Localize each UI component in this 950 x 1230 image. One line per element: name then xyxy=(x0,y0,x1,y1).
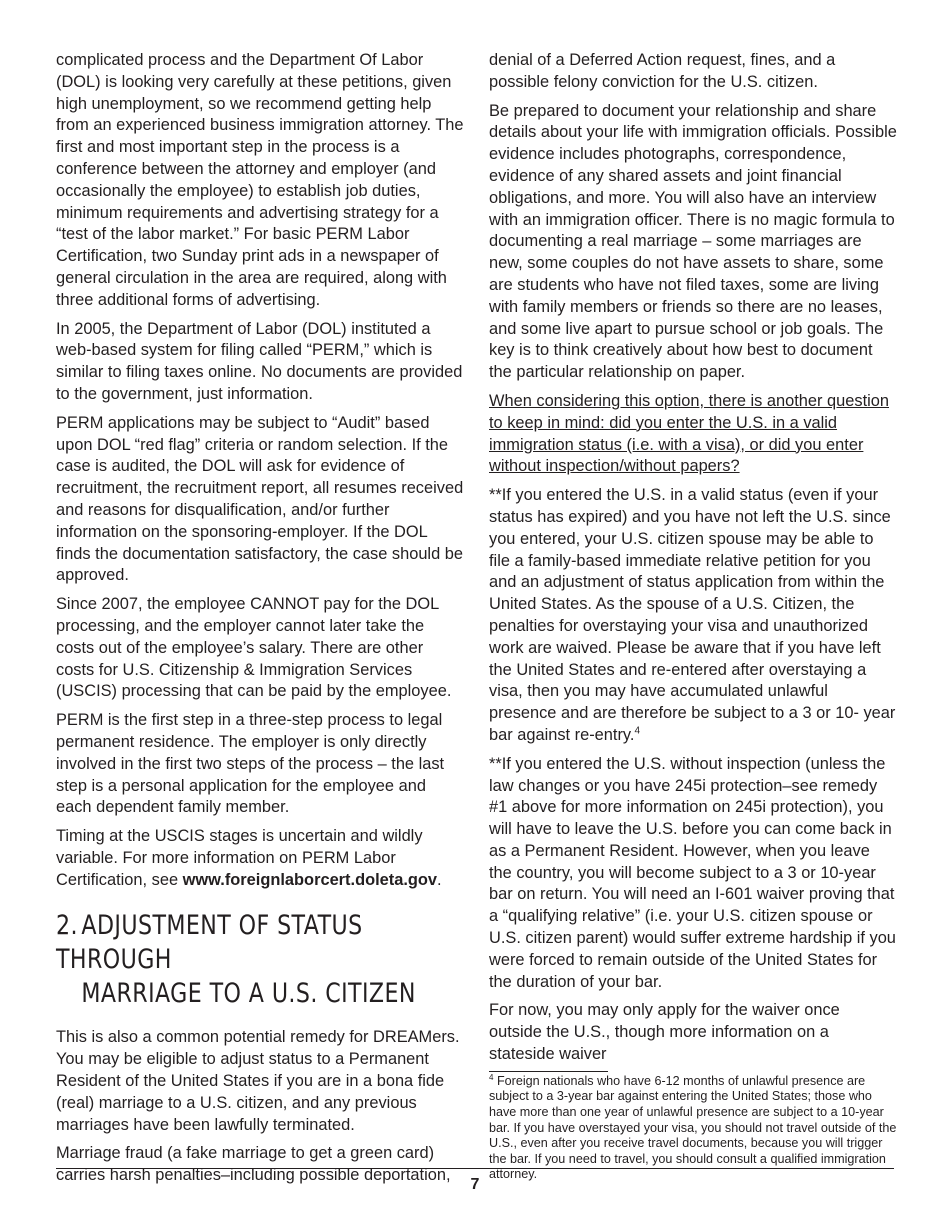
footnote xyxy=(489,1074,897,1183)
timing-end: . xyxy=(437,870,442,889)
paragraph-marriage-fraud: Marriage fraud (a fake marriage to get a green card) carries harsh penalties–including possible deportation, xyxy=(56,1144,451,1185)
page-number: 7 xyxy=(470,1176,480,1193)
paragraph-marriage-remedy: This is also a common potential remedy for DREAMers. You may be eligible to adjust status to a Permanent Resident of the United States if you are in a bona fide (real) marriage to a U.S. citizen, and any previous marriages have been lawfully terminated. xyxy=(56,1028,460,1134)
doleta-link[interactable]: www.foreignlaborcert.doleta.gov xyxy=(182,870,438,889)
section-title-line2: MARRIAGE TO A U.S. CITIZEN xyxy=(81,978,416,1010)
footer-rule xyxy=(56,1168,894,1169)
footnote-text: Foreign nationals who have 6-12 months of unlawful presence are subject to a 3-year bar against entering the United States; those who have more than one year of unlawful presence are subject to a 10-year bar. If you have overstayed your visa, you should not travel outside of the U.S., even after you receive travel documents, because you will trigger the bar. If you need to travel, you should consult a qualified immigration attorney. xyxy=(489,1073,897,1182)
paragraph-perm-2005: In 2005, the Department of Labor (DOL) instituted a web-based system for filing called “PERM,” which is similar to filing taxes online. No documents are provided to the government, just information. xyxy=(56,319,463,403)
section-title-line1: ADJUSTMENT OF STATUS THROUGH xyxy=(56,910,363,976)
paragraph-perm-process: complicated process and the Department Of Labor (DOL) is looking very carefully at these petitions, given high unemployment, so we recommend getting help from an experienced business immigration attorney. The first and most important step in the process is a conference between the attorney and employer (and occasionally the employee) to establish job duties, minimum requirements and advertising strategy for a “test of the labor market.” For basic PERM Labor Certification, two Sunday print ads in a newspaper of general circulation in the area are required, along with three additional forms of advertising. xyxy=(56,51,464,309)
footnote-divider xyxy=(489,1071,608,1072)
paragraph-perm-audit: PERM applications may be subject to “Audit” based upon DOL “red flag” criteria or random selection. If the case is audited, the DOL will ask for evidence of recruitment, the recruitment report, all resumes received and reasons for disqualification, and/or further information on the sponsoring-employer. If the DOL finds the documentation satisfactory, the case should be approved. xyxy=(56,413,464,585)
footnote-reference: 4 xyxy=(634,725,641,737)
paragraph-perm-costs: Since 2007, the employee CANNOT pay for the DOL processing, and the employer cannot later take the costs out of the employee’s salary. There are other costs for U.S. Citizenship & Immigration Services (USCIS) processing that can be paid by the employee. xyxy=(56,595,452,701)
paragraph-entry-question: When considering this option, there is another question to keep in mind: did you enter the U.S. in a valid immigration status (i.e. with a visa), or did you enter without inspection/without papers? xyxy=(489,391,889,476)
left-column xyxy=(56,50,464,1194)
timing-text: Timing at the USCIS stages is uncertain and wildly variable. For more information on PERM Labor Certification, see xyxy=(56,827,423,889)
section-number: 2. xyxy=(56,910,78,942)
paragraph-without-inspection: **If you entered the U.S. without inspection (unless the law changes or you have 245i protection–see remedy #1 above for more information on 245i protection), you will have to leave the U.S. before you can come back in as a Permanent Resident. However, when you leave the country, you will become subject to a 3 or 10-year bar on return. You will need an I-601 waiver proving that a “qualifying relative” (i.e. your U.S. citizen spouse or U.S. citizen parent) would suffer extreme hardship if you were forced to remain outside of the United States for the duration of your bar. xyxy=(489,754,896,991)
paragraph-document-relationship: Be prepared to document your relationship and share details about your life with immigration officials. Possible evidence includes photographs, correspondence, evidence of any shared assets and joint financial obligations, and more. You will also have an interview with an immigration officer. There is no magic formula to documenting a real marriage – some marriages are new, some couples do not have assets to share, some are students who have not filed taxes, some are living with family members or friends so there are no leases, and some live apart to pursue school or job goals. The key is to think creatively about how best to document the particular relationship on paper. xyxy=(489,101,897,382)
right-column xyxy=(489,50,897,1190)
footnote-number: 4 xyxy=(489,1072,494,1082)
valid-status-text: **If you entered the U.S. in a valid status (even if your status has expired) and you have not left the U.S. since you entered, your U.S. citizen spouse may be able to file a family-based immediate relative petition for you and an adjustment of status application from within the United States. As the spouse of a U.S. Citizen, the penalties for overstaying your visa and unauthorized work are waived. Please be aware that if you have left the United States and re-entered after overstaying a visa, then you may have accumulated unlawful presence and are therefore be subject to a 3 or 10- year bar against re-entry. xyxy=(489,486,896,744)
paragraph-waiver: For now, you may only apply for the waiver once outside the U.S., though more information on a stateside waiver xyxy=(489,1001,840,1064)
paragraph-fraud-continued: denial of a Deferred Action request, fines, and a possible felony conviction for the U.S. citizen. xyxy=(489,51,836,91)
paragraph-perm-steps: PERM is the first step in a three-step process to legal permanent residence. The employer is only directly involved in the first two steps of the process – the last step is a personal application for the employee and each dependent family member. xyxy=(56,711,445,817)
paragraph-uscis-timing xyxy=(56,826,464,891)
section-heading xyxy=(56,909,466,1011)
paragraph-valid-status xyxy=(489,485,897,747)
